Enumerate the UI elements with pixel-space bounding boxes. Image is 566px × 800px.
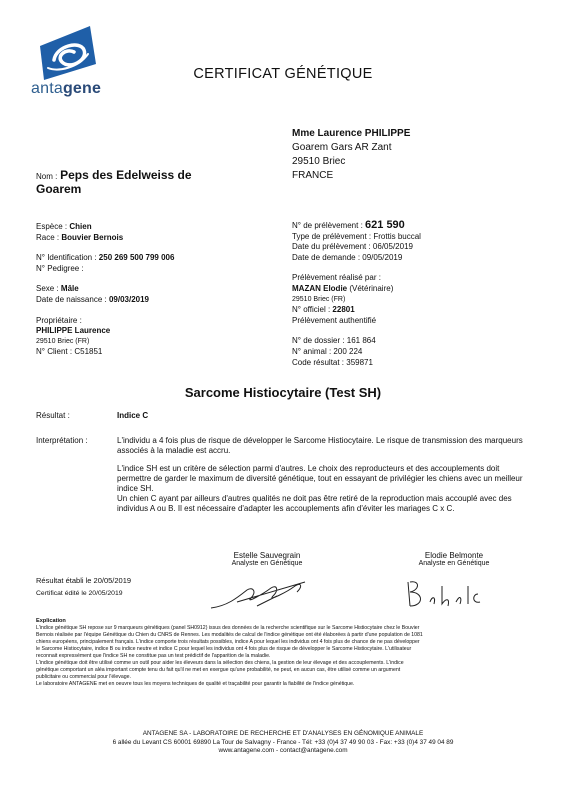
recipient-line1: Goarem Gars AR Zant: [292, 142, 392, 153]
animal-info: Espèce : Chien Race : Bouvier Bernois N° Identification : 250 269 500 799 006 N° Pedigree : Sexe : Mâle Date de naissance : 09/03/2019 Propriétaire : PHILIPPE Laurence 29510 Briec (FR) N° Client : C51851: [36, 222, 175, 357]
recipient-line2: 29510 Briec: [292, 156, 346, 167]
client-value: C51851: [74, 347, 103, 357]
result-label: Résultat :: [36, 411, 70, 420]
sample-number: 621 590: [365, 219, 405, 231]
animal-number: N° animal : 200 224: [292, 346, 363, 356]
recipient-line3: FRANCE: [292, 170, 334, 181]
sampled-by-label: Prélèvement réalisé par :: [292, 273, 381, 283]
vet-city: 29510 Briec (FR): [292, 295, 346, 303]
page-title: CERTIFICAT GÉNÉTIQUE: [193, 66, 373, 82]
pedigree-label: N° Pedigree :: [36, 263, 84, 273]
sample-type: Type de prélèvement : Frottis buccal: [292, 231, 421, 241]
explanation: Explication L'indice génétique SH repose sur 9 marqueurs génétiques (panel SH0912) issus des données de la recherche scientifique sur le Sarcome Histiocytaire chez le Bouvier Bernois réalisée par l'équipe Génétique du Chien du CNRS de Rennes. Les modalités de calcul de l'indice génétique ont été élaborées à partir d'une population de 1081 chiens européens, principalement français. L'indice comporte trois résultats possibles, indice A pour lequel les individus ont 4 fois plus de chance de ne pas développer le Sarcome Histiocytaire, indice B ou indice neutre et indice C pour lequel les individus ont 4 fois plus de risque de développer le Sarcome Histiocytaire. L'utilisateur reconnait expressément que l'indice SH ne constitue pas un test prédictif de l'apparition de la maladie. L'indice génétique doit être utilisé comme un outil pour aider les éleveurs dans la sélection des chiens, la gestion de leur élevage et des accouplements. L'indice génétique comportant un aléa important compte tenu du fait qu'il ne met en exergue qu'une probabilité, ne peut, en aucun cas, être utilisé comme un argument publicitaire ou commercial pour l'élevage. Le laboratoire ANTAGENE met en oeuvre tous les moyens techniques de qualité et traçabilité pour garantir la fiabilité de l'indice génétique.: [36, 618, 536, 688]
footer-address: 6 allée du Levant CS 60001 69890 La Tour de Salvagny - France - Tél: +33 (0)4 37 49 90 03 - Fax: +33 (0)4 37 49 04 89: [112, 738, 454, 746]
owner-city: 29510 Briec (FR): [36, 337, 90, 345]
request-date: Date de demande : 09/05/2019: [292, 252, 403, 262]
interpretation-label: Interprétation :: [36, 436, 88, 445]
edited-date: Certificat édité le 20/05/2019: [36, 590, 123, 597]
explanation-heading: Explication: [36, 618, 66, 624]
animal-name: Nom : Peps des Edelweiss de: [36, 168, 192, 182]
result-code: Code résultat : 359871: [292, 357, 373, 367]
interp-paragraph-1: L'individu a 4 fois plus de risque de développer le Sarcome Histiocytaire. Le risque de transmission des marqueurs associés à la maladie est accru.: [117, 436, 523, 455]
signature-1-icon: [207, 576, 317, 614]
footer-company: ANTAGENE SA - LABORATOIRE DE RECHERCHE ET D'ANALYSES EN GÉNOMIQUE ANIMALE: [142, 730, 424, 737]
breed-value: Bouvier Bernois: [61, 232, 124, 242]
signatory-2: Elodie Belmonte Analyste en Génétique: [418, 551, 490, 567]
test-title: Sarcome Histiocytaire (Test SH): [184, 385, 382, 400]
owner-label: Propriétaire :: [36, 315, 82, 325]
footer-contact: www.antagene.com - contact@antagene.com: [218, 747, 348, 754]
owner-name: PHILIPPE Laurence: [36, 326, 111, 336]
animal-name-cont: Goarem: [36, 182, 82, 196]
recipient-address: [292, 127, 410, 183]
footer: [0, 730, 566, 756]
birth-value: 09/03/2019: [108, 294, 149, 304]
authentic-note: Prélèvement authentifié: [292, 315, 377, 325]
interp-paragraph-3: Un chien C ayant par ailleurs d'autres qualités ne doit pas être retiré de la reproduction mais accouplé avec des individus A ou B. Il est nécessaire d'adapter les accouplements afin d'éviter les mariages C x C.: [117, 494, 512, 513]
dates-block: [36, 574, 131, 600]
sample-info: N° de prélèvement : 621 590 Type de prélèvement : Frottis buccal Date du prélèvement : 06/05/2019 Date de demande : 09/05/2019 Prélèvement réalisé par : MAZAN Elodie (Vétérinaire) 29510 Briec (FR) N° officiel : 22801 Prélèvement authentifié N° de dossier : 161 864 N° animal : 200 224 Code résultat : 359871: [292, 219, 421, 367]
sample-date: Date du prélèvement : 06/05/2019: [292, 242, 413, 252]
vet-name: MAZAN Elodie: [292, 283, 348, 293]
signature-2-icon: [402, 576, 492, 612]
sex-value: Mâle: [60, 284, 79, 294]
dossier-number: N° de dossier : 161 864: [292, 336, 376, 346]
official-number: 22801: [332, 305, 355, 315]
interp-paragraph-2: L'indice SH est un critère de sélection parmi d'autres. Le choix des reproducteurs et des accouplements doit permettre de garder le maximum de diversité génétique, tout en essayant de privilégier les chiens avec un meilleur indice SH.: [117, 464, 523, 493]
interpretation-text: [117, 436, 529, 522]
signatory-1: Estelle Sauvegrain Analyste en Génétique: [231, 551, 303, 567]
recipient-name: Mme Laurence PHILIPPE: [292, 128, 411, 139]
species-value: Chien: [69, 222, 92, 231]
established-date: Résultat établi le 20/05/2019: [36, 576, 132, 585]
id-value: 250 269 500 799 006: [98, 253, 175, 263]
result-value: Indice C: [117, 411, 149, 420]
logo-wordmark: antagene: [31, 80, 102, 97]
animal-name-value: Peps des Edelweiss de: [60, 168, 192, 182]
